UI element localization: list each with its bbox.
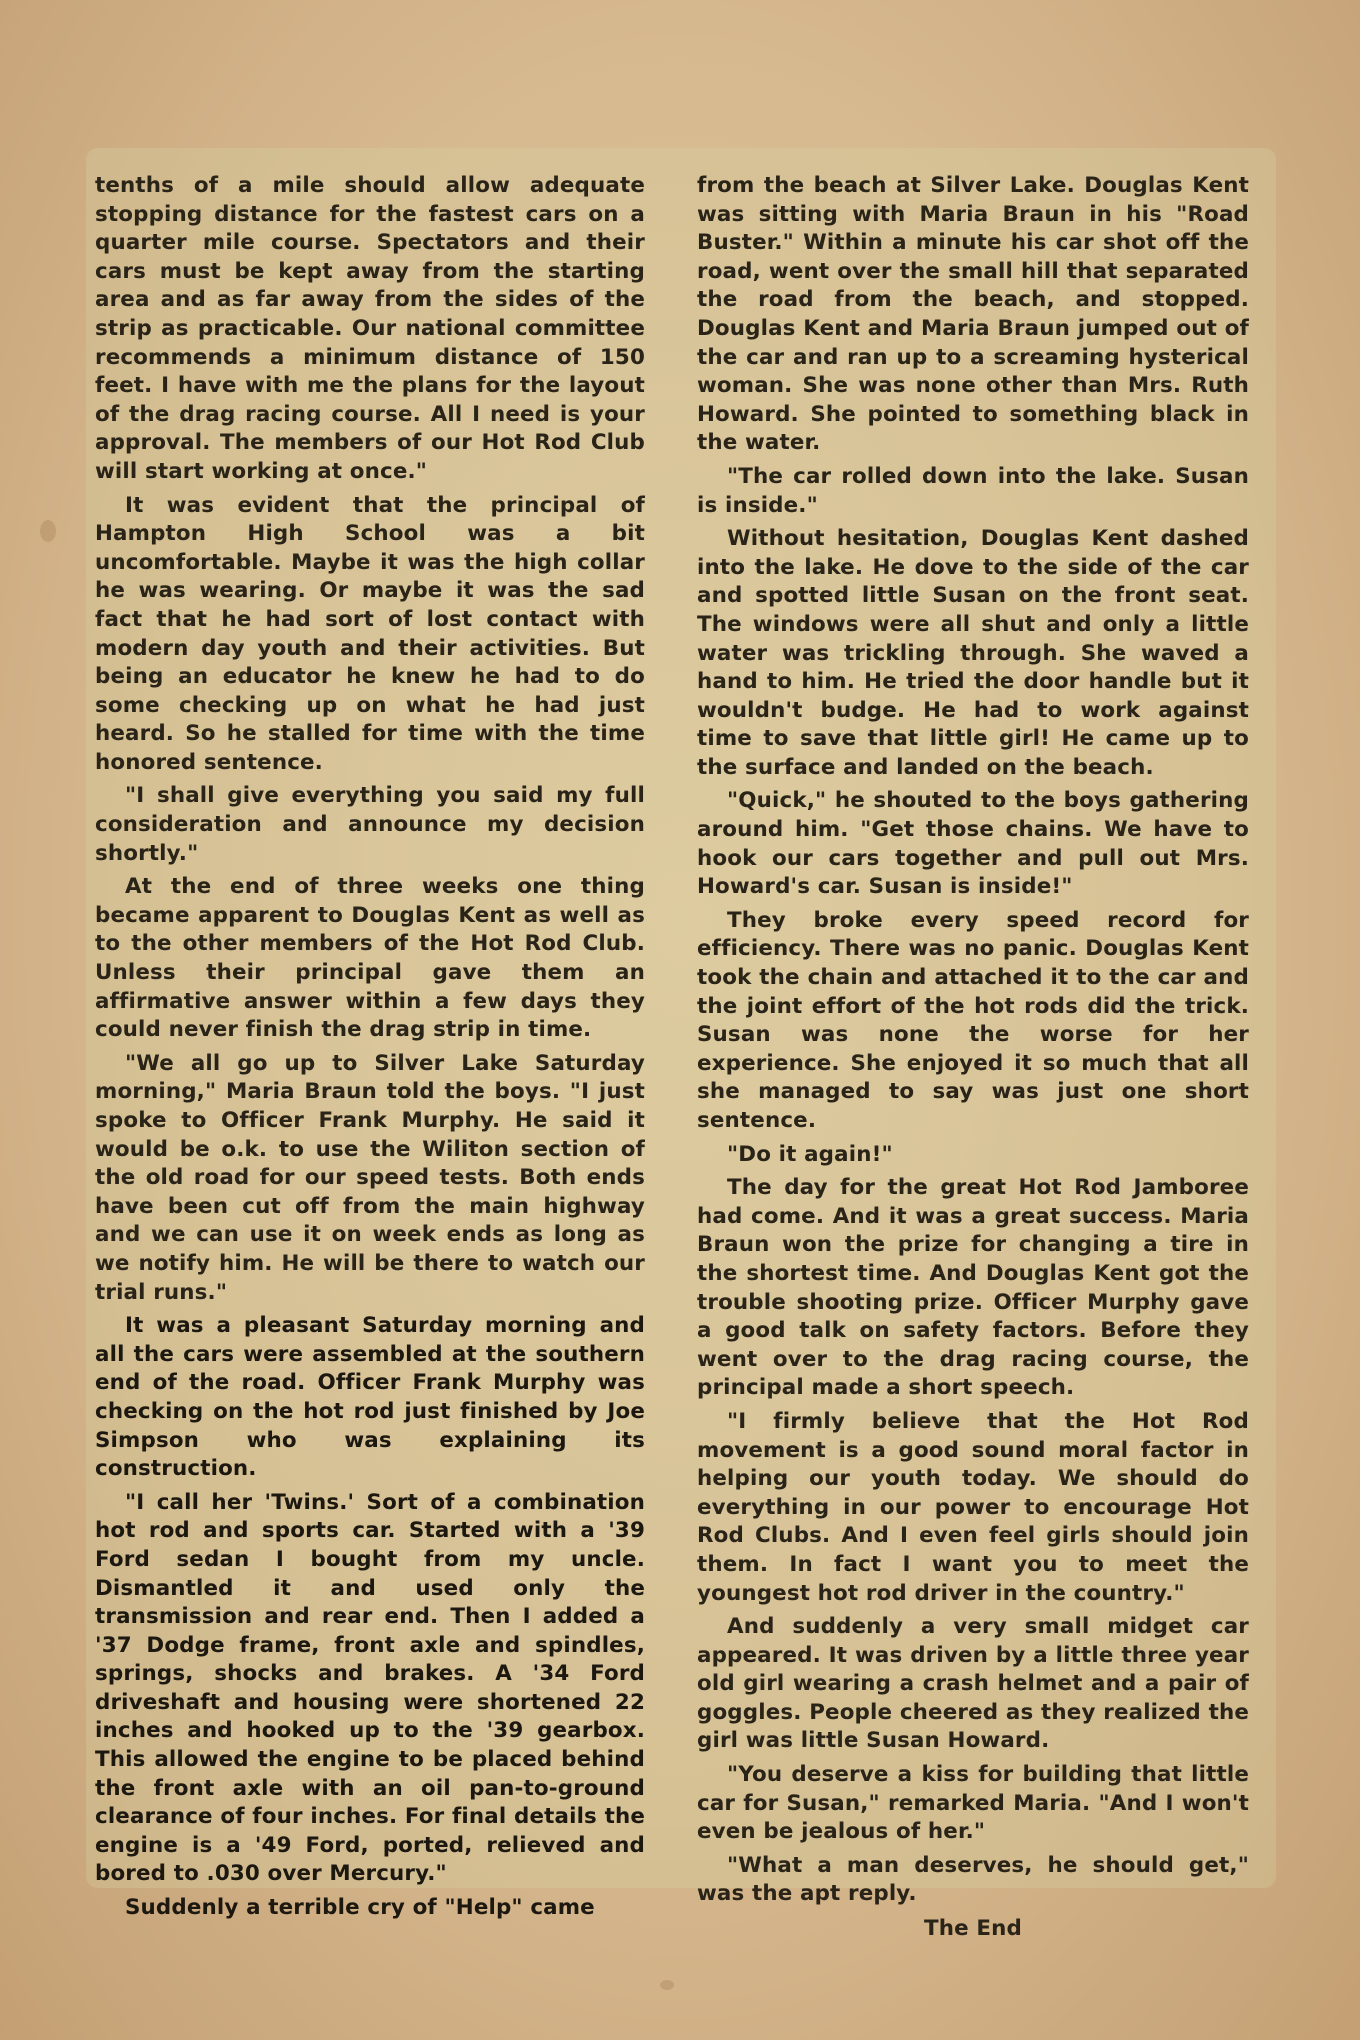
- paragraph: "Do it again!": [727, 1141, 893, 1167]
- paragraph: At the end of three weeks one thing became apparent to Douglas Kent as well as to the other members of the Hot Rod Club. Unless their principal gave them an affirmative answer within a few days they could never finish the drag strip in time.: [95, 874, 645, 1043]
- paragraph: The day for the great Hot Rod Jamboree had come. And it was a great success. Maria Braun won the prize for changing a tire in the shortest time. And Douglas Kent got the trouble shooting prize. Officer Murphy gave a good talk on safety factors. Before they went over to the drag racing course, the principal made a short speech.: [697, 1175, 1249, 1401]
- paragraph: "The car rolled down into the lake. Susan is inside.": [697, 463, 1249, 518]
- paragraph: tenths of a mile should allow adequate stopping distance for the fastest cars on a quarter mile course. Spectators and their cars must be kept away from the starting area and as far away from the sides of the strip as practicable. Our national committee recommends a minimum distance of 150 feet. I have with me the plans for the layout of the drag racing course. All I need is your approval. The members of our Hot Rod Club will start working at once.": [95, 173, 645, 484]
- paragraph: "What a man deserves, he should get," was the apt reply.: [697, 1852, 1249, 1907]
- paragraph: They broke every speed record for efficiency. There was no panic. Douglas Kent took the chain and attached it to the car and the joint effort of the hot rods did the trick. Susan was none the worse for her experience. She enjoyed it so much that all she managed to say was just one short sentence.: [697, 907, 1249, 1133]
- paper-smudge: [40, 520, 56, 542]
- the-end-label: The End: [924, 1916, 1022, 1942]
- paper-smudge: [660, 1980, 674, 1990]
- left-text-column: [95, 172, 645, 1928]
- paragraph: "I firmly believe that the Hot Rod movement is a good sound moral factor in helping our youth today. We should do everything in our power to encourage Hot Rod Clubs. And I even feel girls should join them. In fact I want you to meet the youngest hot rod driver in the country.": [697, 1408, 1249, 1606]
- paragraph: "I shall give everything you said my full consideration and announce my decision shortly.": [95, 783, 645, 866]
- right-text-column: [697, 172, 1249, 1949]
- paragraph: And suddenly a very small midget car appeared. It was driven by a little three year old girl wearing a crash helmet and a pair of goggles. People cheered as they realized the girl was little Susan Howard.: [697, 1614, 1249, 1754]
- paragraph: "Quick," he shouted to the boys gathering around him. "Get those chains. We have to hook our cars together and pull out Mrs. Howard's car. Susan is inside!": [697, 788, 1249, 900]
- paragraph: "We all go up to Silver Lake Saturday morning," Maria Braun told the boys. "I just spoke to Officer Frank Murphy. He said it would be o.k. to use the Wiliton section of the old road for our speed tests. Both ends have been cut off from the main highway and we can use it on week ends as long as we notify him. He will be there to watch our trial runs.": [95, 1050, 645, 1305]
- paragraph: Suddenly a terrible cry of "Help" came: [125, 1895, 595, 1921]
- paragraph: "I call her 'Twins.' Sort of a combination hot rod and sports car. Started with a '39 Ford sedan I bought from my uncle. Dismantled it and used only the transmission and rear end. Then I added a '37 Dodge frame, front axle and spindles, springs, shocks and brakes. A '34 Ford driveshaft and housing were shortened 22 inches and hooked up to the '39 gearbox. This allowed the engine to be placed behind the front axle with an oil pan-to-ground clearance of four inches. For final details the engine is a '49 Ford, ported, relieved and bored to .030 over Mercury.": [95, 1489, 645, 1887]
- paragraph: "You deserve a kiss for building that little car for Susan," remarked Maria. "And I won't even be jealous of her.": [697, 1762, 1249, 1845]
- paragraph: from the beach at Silver Lake. Douglas Kent was sitting with Maria Braun in his "Road Buster." Within a minute his car shot off the road, went over the small hill that separated the road from the beach, and stopped. Douglas Kent and Maria Braun jumped out of the car and ran up to a screaming hysterical woman. She was none other than Mrs. Ruth Howard. She pointed to something black in the water.: [697, 173, 1249, 456]
- paragraph: It was evident that the principal of Hampton High School was a bit uncomfortable. Maybe it was the high collar he was wearing. Or maybe it was the sad fact that he had sort of lost contact with modern day youth and their activities. But being an educator he knew he had to do some checking up on what he had just heard. So he stalled for time with the time honored sentence.: [95, 492, 645, 775]
- paragraph: It was a pleasant Saturday morning and all the cars were assembled at the southern end of the road. Officer Frank Murphy was checking on the hot rod just finished by Joe Simpson who was explaining its construction.: [95, 1313, 645, 1482]
- paragraph: Without hesitation, Douglas Kent dashed into the lake. He dove to the side of the car and spotted little Susan on the front seat. The windows were all shut and only a little water was trickling through. She waved a hand to him. He tried the door handle but it wouldn't budge. He had to work against time to save that little girl! He came up to the surface and landed on the beach.: [697, 526, 1249, 780]
